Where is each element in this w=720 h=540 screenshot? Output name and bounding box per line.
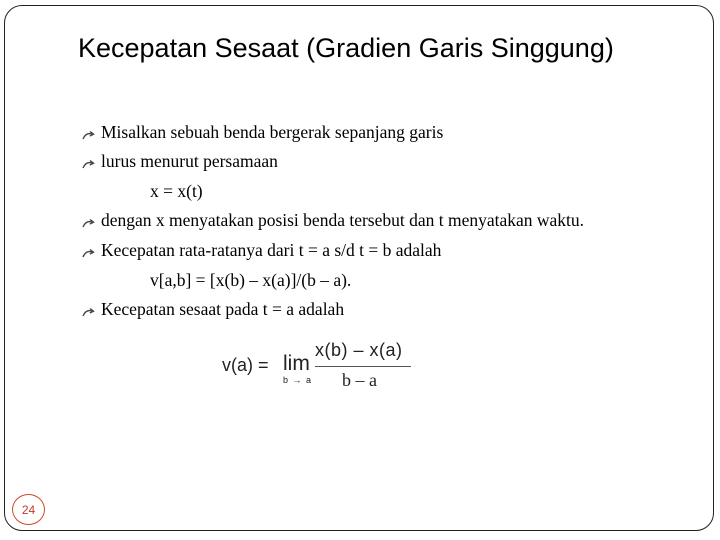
bullet-text: Kecepatan rata-ratanya dari t = a s/d t = b adalah bbox=[101, 240, 442, 260]
page-number-badge: 24 bbox=[12, 494, 45, 525]
formula-limit: lim bbox=[283, 352, 310, 375]
bullet-item bbox=[82, 209, 584, 231]
slide-title: Kecepatan Sesaat (Gradien Garis Singgung) bbox=[78, 33, 614, 63]
bullet-item bbox=[82, 150, 278, 172]
bullet-item bbox=[82, 121, 443, 143]
formula-numerator: x(b) – x(a) bbox=[315, 340, 403, 360]
formula-denominator: b – a bbox=[342, 370, 377, 390]
bullet-item bbox=[82, 239, 441, 261]
equation-average-velocity: v[a,b] = [x(b) – x(a)]/(b – a). bbox=[150, 270, 352, 290]
formula-lhs: v(a) = bbox=[222, 355, 269, 375]
bullet-item bbox=[82, 298, 344, 320]
bullet-text: Misalkan sebuah benda bergerak sepanjang garis bbox=[101, 122, 444, 142]
bullet-text: lurus menurut persamaan bbox=[101, 151, 278, 171]
curved-arrow-icon bbox=[82, 125, 96, 137]
bullet-text: Kecepatan sesaat pada t = a adalah bbox=[101, 299, 345, 319]
fraction-bar bbox=[315, 366, 411, 367]
curved-arrow-icon bbox=[82, 213, 96, 225]
instantaneous-velocity-formula bbox=[222, 338, 422, 394]
formula-limit-subscript: b → a bbox=[283, 375, 313, 385]
equation-position: x = x(t) bbox=[150, 181, 203, 201]
curved-arrow-icon bbox=[82, 302, 96, 314]
curved-arrow-icon bbox=[82, 154, 96, 166]
slide-frame bbox=[4, 5, 714, 531]
bullet-text: dengan x menyatakan posisi benda tersebut dan t menyatakan waktu. bbox=[101, 210, 585, 230]
curved-arrow-icon bbox=[82, 243, 96, 255]
